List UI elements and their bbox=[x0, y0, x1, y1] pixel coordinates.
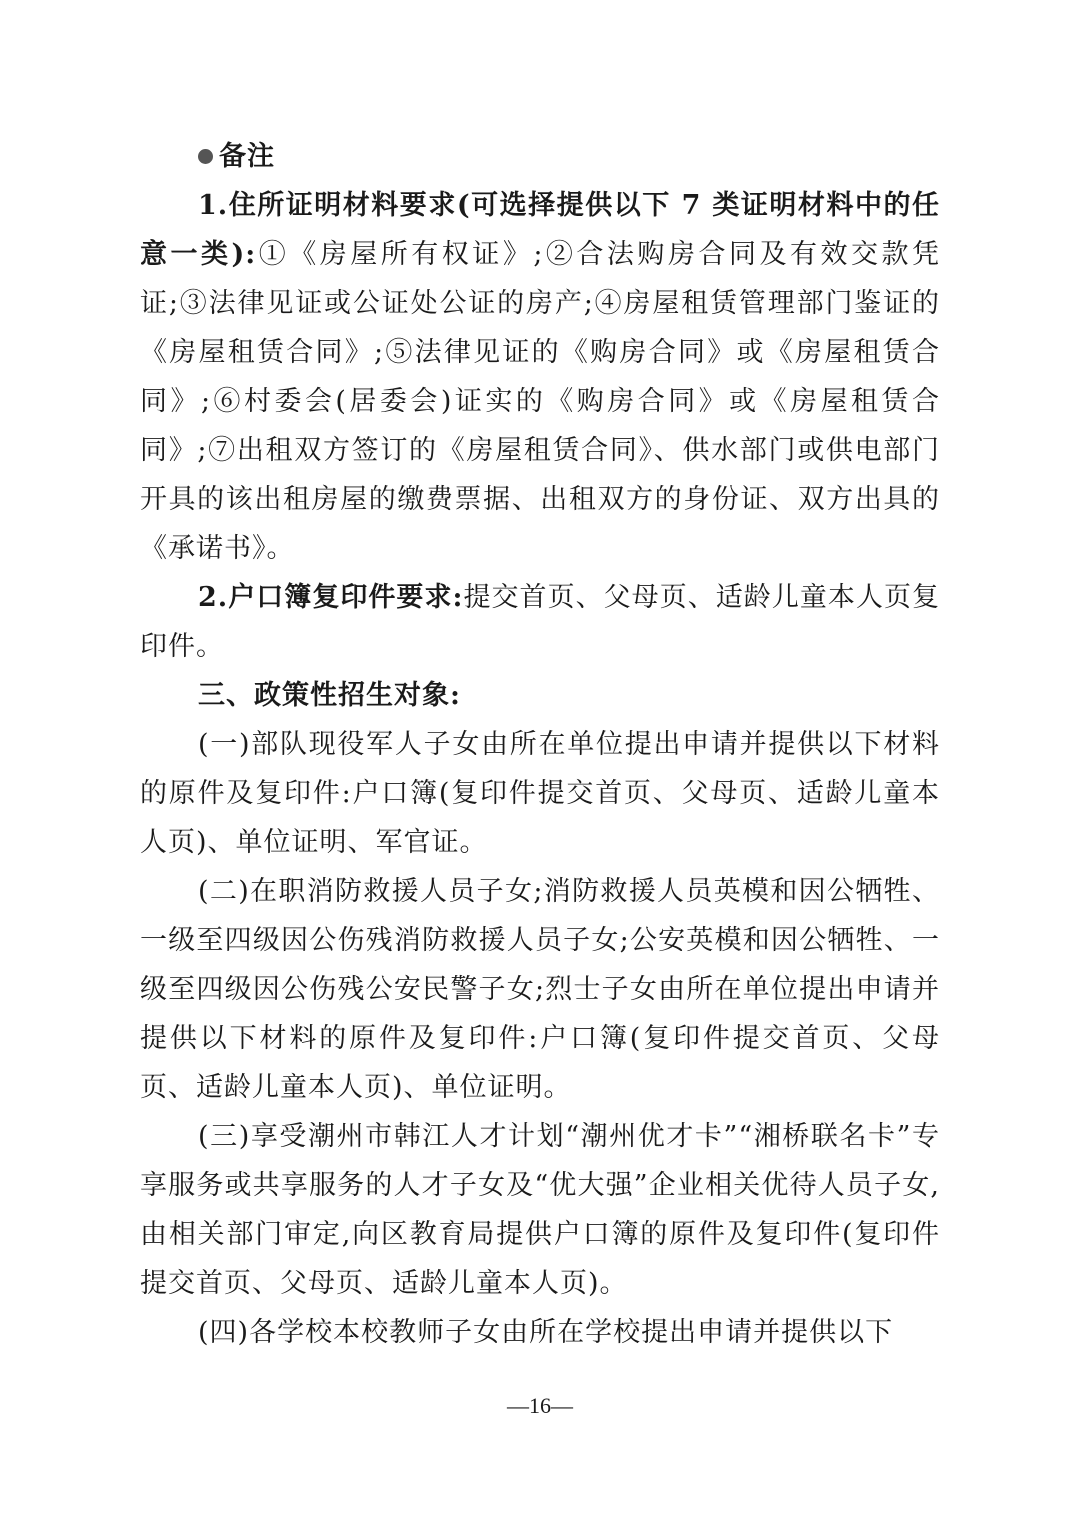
remark-heading bbox=[140, 132, 940, 181]
note-2-body: 提交首页、父母页、适龄儿童本人页复印件。 bbox=[140, 582, 941, 662]
note-1 bbox=[140, 181, 940, 573]
page-number: —16— bbox=[507, 1393, 573, 1418]
note-1-heading: 1.住所证明材料要求(可选择提供以下 7 类证明材料中的任意一类): bbox=[140, 190, 940, 270]
section-three-item-1: (一)部队现役军人子女由所在单位提出申请并提供以下材料的原件及复印件:户口簿(复印件提交首页、父母页、适龄儿童本人页)、单位证明、军官证。 bbox=[140, 729, 940, 858]
section-three-item-4: (四)各学校本校教师子女由所在学校提出申请并提供以下 bbox=[198, 1317, 894, 1348]
remark-title: 备注 bbox=[219, 141, 275, 172]
section-three-title: 三、政策性招生对象: bbox=[198, 680, 461, 711]
note-2-heading: 2.户口簿复印件要求: bbox=[198, 582, 464, 613]
section-three-item-3: (三)享受潮州市韩江人才计划“潮州优才卡”“湘桥联名卡”专享服务或共享服务的人才子女及“优大强”企业相关优待人员子女,由相关部门审定,向区教育局提供户口簿的原件及复印件(复印件提交首页、父母页、适龄儿童本人页)。 bbox=[140, 1121, 940, 1299]
note-2 bbox=[140, 573, 940, 671]
note-1-body: ①《房屋所有权证》;②合法购房合同及有效交款凭证;③法律见证或公证处公证的房产;④房屋租赁管理部门鉴证的《房屋租赁合同》;⑤法律见证的《购房合同》或《房屋租赁合同》;⑥村委会(居委会)证实的《购房合同》或《房屋租赁合同》;⑦出租双方签订的《房屋租赁合同》、供水部门或供电部门开具的该出租房屋的缴费票据、出租双方的身份证、双方出具的《承诺书》。 bbox=[140, 239, 940, 564]
document-page bbox=[140, 132, 940, 1357]
section-three-item-2: (二)在职消防救援人员子女;消防救援人员英模和因公牺牲、一级至四级因公伤残消防救援人员子女;公安英模和因公牺牲、一级至四级因公伤残公安民警子女;烈士子女由所在单位提出申请并提供以下材料的原件及复印件:户口簿(复印件提交首页、父母页、适龄儿童本人页)、单位证明。 bbox=[140, 876, 940, 1103]
bullet-icon bbox=[198, 149, 213, 164]
